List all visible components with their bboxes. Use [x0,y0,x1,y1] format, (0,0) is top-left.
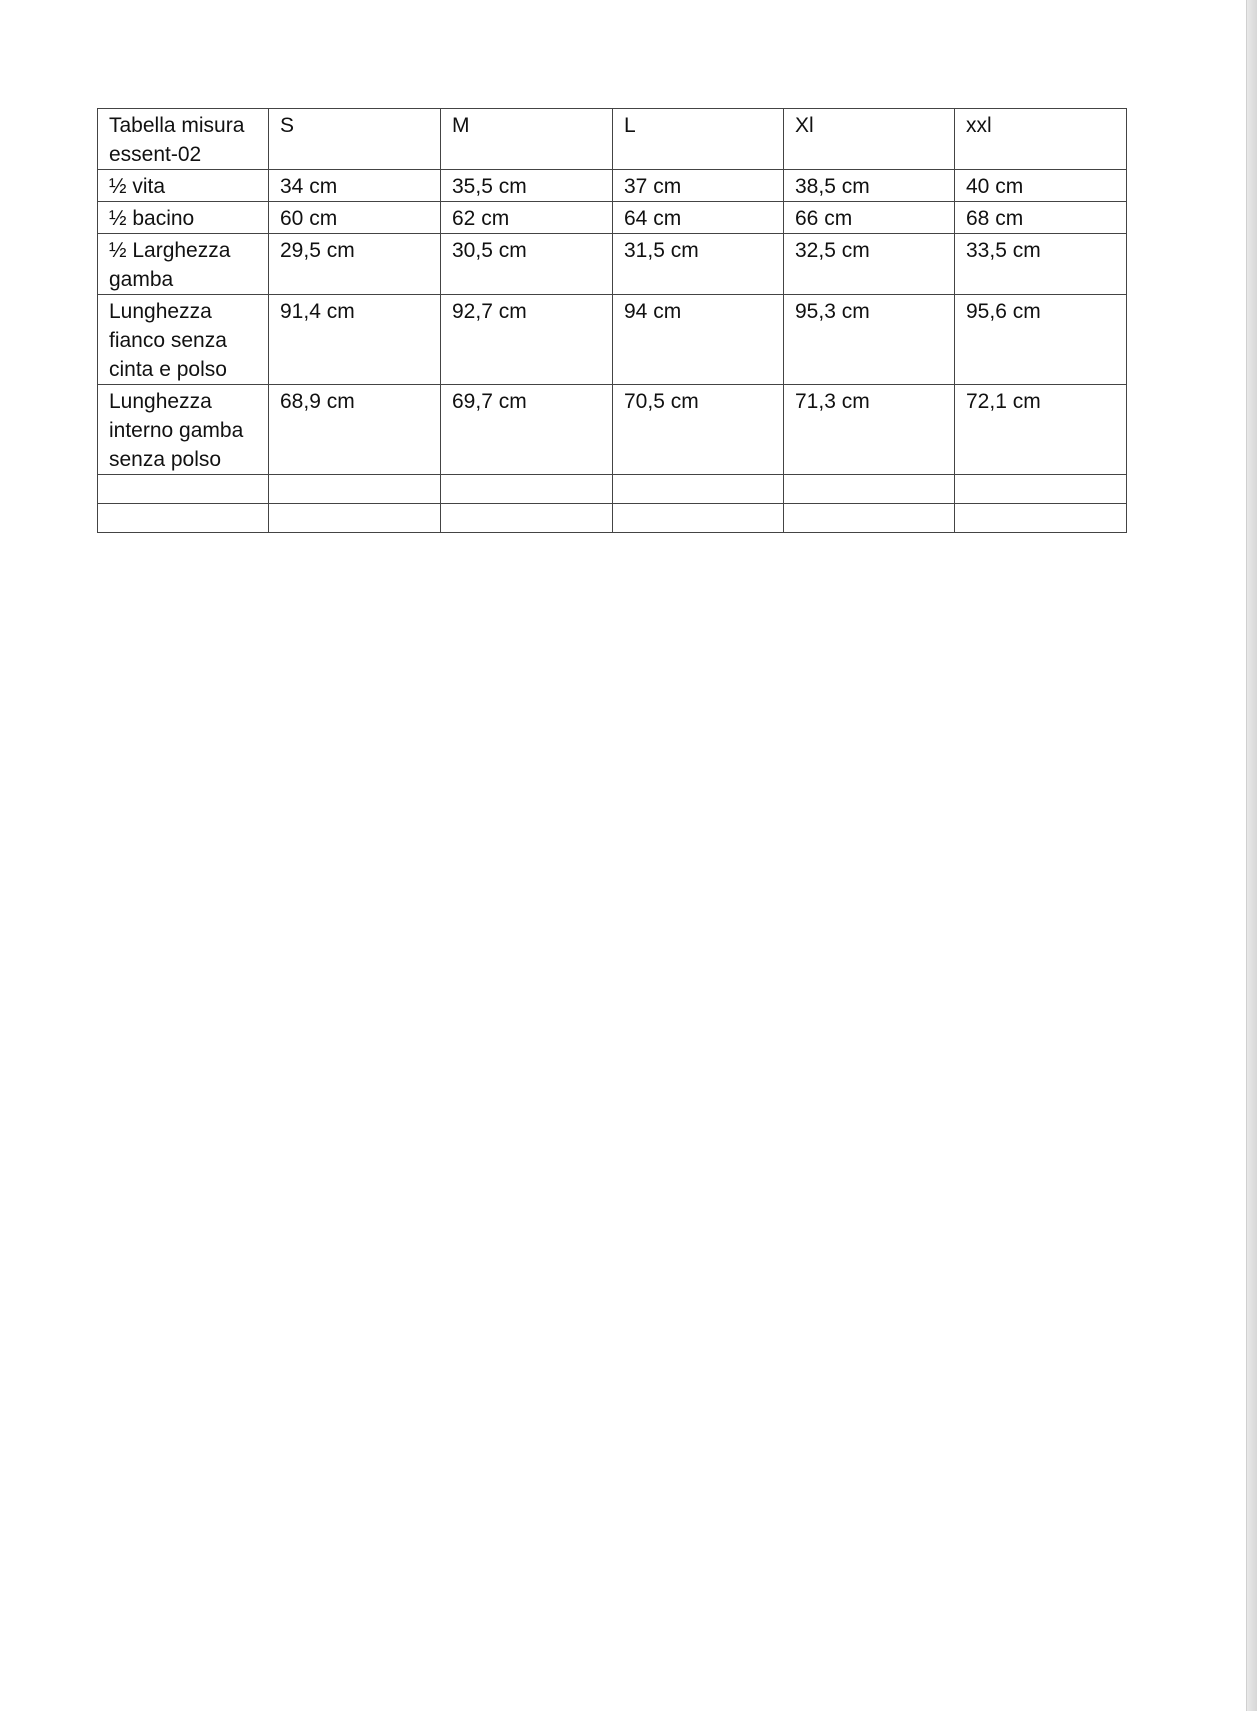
header-cell-table-title: Tabella misura essent-02 [98,109,269,170]
empty-cell [98,504,269,533]
table-cell: 33,5 cm [955,234,1127,295]
empty-table-row [98,475,1127,504]
table-cell: 40 cm [955,170,1127,202]
table-cell: 32,5 cm [784,234,955,295]
table-row [98,295,1127,385]
row-label: ½ bacino [98,202,269,234]
empty-cell [955,475,1127,504]
table-cell: 91,4 cm [269,295,441,385]
empty-cell [98,475,269,504]
empty-table-row [98,504,1127,533]
table-cell: 95,6 cm [955,295,1127,385]
empty-cell [613,475,784,504]
table-cell: 70,5 cm [613,385,784,475]
page-edge-shadow [1246,0,1257,1711]
empty-cell [955,504,1127,533]
table-cell: 34 cm [269,170,441,202]
header-cell-size-m: M [441,109,613,170]
table-cell: 60 cm [269,202,441,234]
table-cell: 72,1 cm [955,385,1127,475]
table-cell: 30,5 cm [441,234,613,295]
table-cell: 92,7 cm [441,295,613,385]
size-chart-table [97,108,1127,533]
row-label: ½ vita [98,170,269,202]
table-cell: 29,5 cm [269,234,441,295]
table-header-row [98,109,1127,170]
table-cell: 71,3 cm [784,385,955,475]
table-row [98,170,1127,202]
table-cell: 94 cm [613,295,784,385]
table-cell: 68 cm [955,202,1127,234]
header-cell-size-l: L [613,109,784,170]
table-cell: 31,5 cm [613,234,784,295]
table-cell: 95,3 cm [784,295,955,385]
table-cell: 35,5 cm [441,170,613,202]
table-cell: 68,9 cm [269,385,441,475]
table-row [98,234,1127,295]
row-label: ½ Larghezza gamba [98,234,269,295]
header-cell-size-s: S [269,109,441,170]
table-cell: 38,5 cm [784,170,955,202]
empty-cell [441,504,613,533]
empty-cell [784,504,955,533]
table-row [98,385,1127,475]
row-label: Lunghezza fianco senza cinta e polso [98,295,269,385]
table-cell: 69,7 cm [441,385,613,475]
empty-cell [269,504,441,533]
empty-cell [784,475,955,504]
table-row [98,202,1127,234]
empty-cell [441,475,613,504]
table-cell: 64 cm [613,202,784,234]
row-label: Lunghezza interno gamba senza polso [98,385,269,475]
empty-cell [269,475,441,504]
empty-cell [613,504,784,533]
header-cell-size-xl: Xl [784,109,955,170]
table-cell: 37 cm [613,170,784,202]
table-cell: 66 cm [784,202,955,234]
table-cell: 62 cm [441,202,613,234]
header-cell-size-xxl: xxl [955,109,1127,170]
